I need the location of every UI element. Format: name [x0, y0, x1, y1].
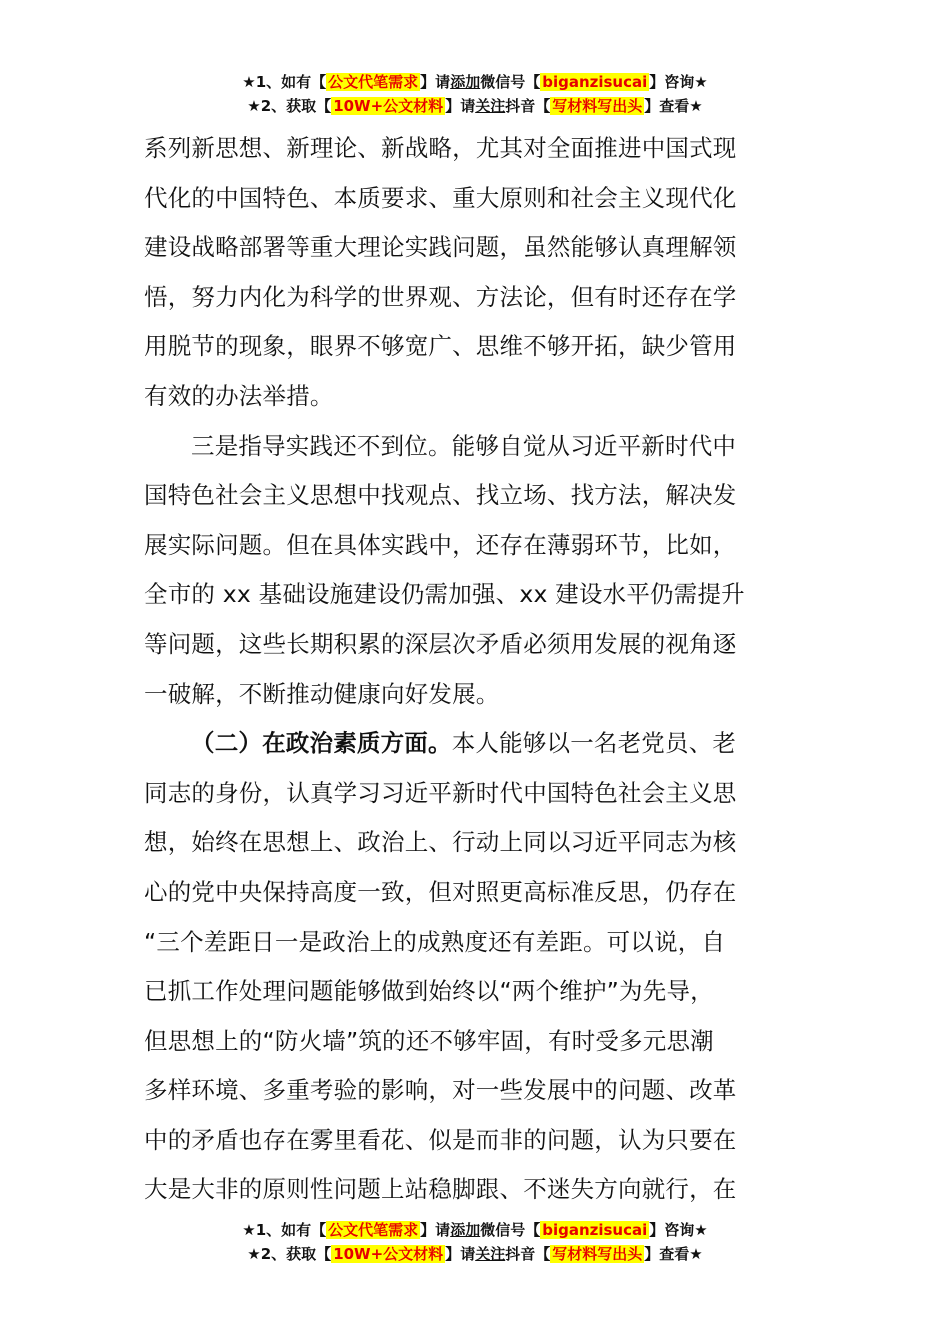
- banner-text: 微信号【: [480, 73, 541, 91]
- banner-text: ★1、如有【: [242, 1221, 327, 1239]
- text-line: 大是大非的原则性问题上站稳脚跟、不迷失方向就行，在: [144, 1175, 737, 1204]
- text-line: 等问题，这些长期积累的深层次矛盾必须用发展的视角逐: [144, 629, 737, 658]
- text-line: 建设战略部署等重大理论实践问题，虽然能够认真理解领: [144, 233, 737, 262]
- text-line: 用脱节的现象，眼界不够宽广、思维不够开拓，缺少管用: [144, 332, 737, 361]
- text-line: 想，始终在思想上、政治上、行动上同以习近平同志为核: [144, 828, 737, 857]
- text-line: 展实际问题。但在具体实践中，还存在薄弱环节，比如，: [144, 530, 737, 559]
- banner-text: ★1、如有【: [242, 73, 327, 91]
- banner-highlight: biganzisucai: [542, 1221, 648, 1239]
- banner-text: 】咨询★: [649, 1221, 708, 1239]
- banner-highlight: 10W+公文材料: [333, 1245, 444, 1263]
- banner-text: 】咨询★: [649, 73, 708, 91]
- banner-highlight: 写材料写出头: [552, 97, 643, 115]
- text-line: 已抓工作处理问题能够做到始终以“两个维护”为先导，: [144, 977, 714, 1006]
- banner-underlined-text: 关注: [475, 97, 506, 115]
- banner-text: 抖音【: [505, 1245, 551, 1263]
- top-banner: [0, 70, 950, 118]
- banner-text: 】查看★: [644, 1245, 703, 1263]
- banner-text: 】请: [420, 73, 451, 91]
- banner-highlight: biganzisucai: [542, 73, 648, 91]
- banner-highlight: 公文代笔需求: [328, 1221, 419, 1239]
- paragraph-start-line: 三是指导实践还不到位。能够自觉从习近平新时代中: [191, 431, 737, 460]
- banner-line-1: [0, 70, 950, 94]
- banner-line-1: [0, 1218, 950, 1242]
- section-2-first-line: [144, 719, 808, 769]
- banner-text: 】请: [445, 97, 476, 115]
- banner-underlined-text: 关注: [475, 1245, 506, 1263]
- text-line: 系列新思想、新理论、新战略，尤其对全面推进中国式现: [144, 134, 737, 162]
- text-line-tail: 本人能够以一名老党员、老: [451, 729, 737, 758]
- banner-text: 】请: [445, 1245, 476, 1263]
- banner-text: 】请: [420, 1221, 451, 1239]
- banner-text: ★2、获取【: [247, 1245, 332, 1263]
- banner-line-2: [0, 94, 950, 118]
- banner-text: 】查看★: [644, 97, 703, 115]
- text-line: 悟，努力内化为科学的世界观、方法论，但有时还存在学: [144, 282, 737, 311]
- text-line: 一破解，不断推动健康向好发展。: [144, 679, 500, 708]
- bottom-banner: [0, 1218, 950, 1266]
- banner-text: 微信号【: [480, 1221, 541, 1239]
- text-line: 多样环境、多重考验的影响，对一些发展中的问题、改革: [144, 1076, 737, 1105]
- banner-text: 抖音【: [505, 97, 551, 115]
- document-body: [144, 124, 808, 1215]
- text-line: 但思想上的“防火墙”筑的还不够牢固，有时受多元思潮: [144, 1026, 714, 1055]
- banner-underlined-text: 添加: [450, 73, 481, 91]
- text-line: 代化的中国特色、本质要求、重大原则和社会主义现代化: [144, 183, 737, 212]
- banner-highlight: 写材料写出头: [552, 1245, 643, 1263]
- text-line: 全市的 xx 基础设施建设仍需加强、xx 建设水平仍需提升: [144, 580, 745, 609]
- banner-highlight: 10W+公文材料: [333, 97, 444, 115]
- text-line: 心的党中央保持高度一致，但对照更高标准反思，仍存在: [144, 877, 737, 906]
- text-line: 同志的身份，认真学习习近平新时代中国特色社会主义思: [144, 778, 737, 807]
- banner-highlight: 公文代笔需求: [328, 73, 419, 91]
- banner-text: ★2、获取【: [247, 97, 332, 115]
- banner-line-2: [0, 1242, 950, 1266]
- text-line: 国特色社会主义思想中找观点、找立场、找方法，解决发: [144, 481, 737, 510]
- text-line: “三个差距日一是政治上的成熟度还有差距。可以说，自: [144, 927, 726, 956]
- banner-underlined-text: 添加: [450, 1221, 481, 1239]
- section-heading: （二）在政治素质方面。: [191, 729, 452, 758]
- text-line: 有效的办法举措。: [144, 381, 334, 410]
- text-line: 中的矛盾也存在雾里看花、似是而非的问题，认为只要在: [144, 1125, 737, 1154]
